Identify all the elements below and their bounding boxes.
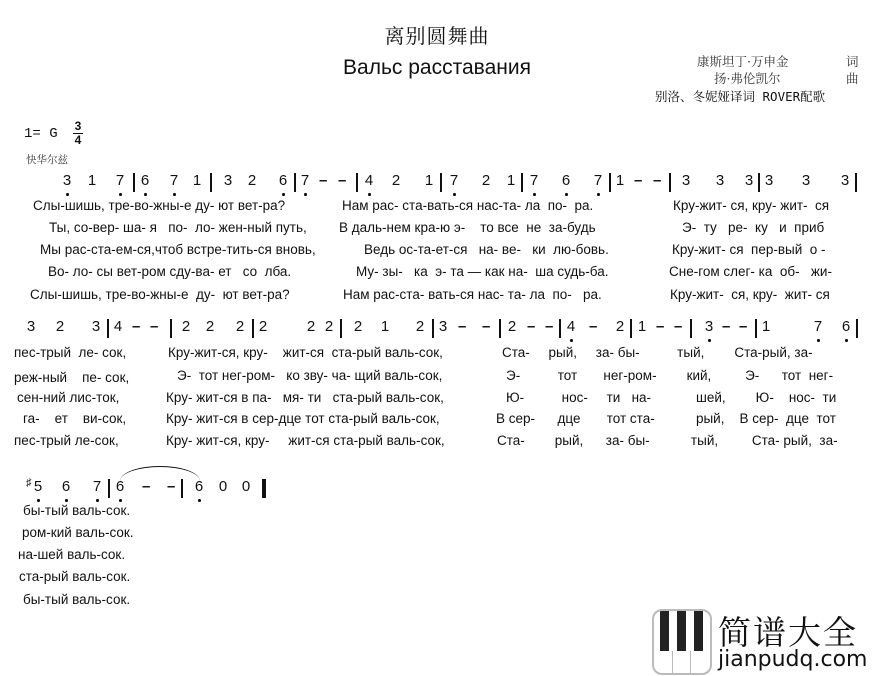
note: 2 xyxy=(481,172,491,189)
dash: – xyxy=(142,478,151,495)
note: 3 xyxy=(840,172,850,189)
dash: – xyxy=(150,318,159,335)
jianpudq-logo xyxy=(648,607,870,673)
barline xyxy=(856,319,858,338)
lyric-s2-v4-b: Кру- жит-ся в сер-дце тот ста-рый валь-сок, xyxy=(166,411,440,426)
note: 6 xyxy=(561,172,571,189)
barline xyxy=(107,319,109,338)
lyric-s1-v1-c: Кру-жит- ся, кру- жит- ся xyxy=(673,198,830,213)
notation-row-1 xyxy=(0,172,874,196)
lyricist-role: 词 xyxy=(846,54,859,69)
dash: – xyxy=(674,318,683,335)
note: 3 xyxy=(91,318,101,335)
note: 3 xyxy=(704,318,714,335)
final-barline xyxy=(262,479,266,498)
note: 1 xyxy=(506,172,516,189)
dash: – xyxy=(634,172,643,189)
note: 3 xyxy=(62,172,72,189)
lyric-s1-v5-c: Кру-жит- ся, кру- жит- ся xyxy=(670,287,830,302)
note: 4 xyxy=(113,318,123,335)
barline xyxy=(108,479,110,498)
lyric-s2-v4-c: В сер- дце тот ста- рый, В сер- дце тот xyxy=(496,411,836,426)
barline xyxy=(559,319,561,338)
note: 3 xyxy=(681,172,691,189)
dash: – xyxy=(338,172,347,189)
barline xyxy=(133,173,135,192)
composer-name: 扬·弗伦凯尔 xyxy=(714,71,781,86)
piano-keys-icon xyxy=(652,609,712,675)
lyric-s2-v3-a: сен-ний лис-ток, xyxy=(17,390,120,405)
lyric-s2-v1-c: Ста- рый, за- бы- тый, Ста-рый, за- xyxy=(502,345,813,360)
note: 1 xyxy=(761,318,771,335)
song-title-chinese: 离别圆舞曲 xyxy=(384,26,490,48)
lyric-s2-v5-a: пес-трый ле-сок, xyxy=(14,433,119,448)
note: 2 xyxy=(615,318,625,335)
note: 2 xyxy=(324,318,334,335)
notation-row-2 xyxy=(0,318,874,342)
note: 7 xyxy=(529,172,539,189)
note: 7 xyxy=(300,172,310,189)
note: 6 xyxy=(115,478,125,495)
note: 2 xyxy=(235,318,245,335)
barline xyxy=(252,319,254,338)
dash: – xyxy=(739,318,748,335)
dash: – xyxy=(589,318,598,335)
time-signature-top: 3 xyxy=(74,119,82,133)
note: 1 xyxy=(380,318,390,335)
barline xyxy=(669,173,671,192)
note: 0 xyxy=(241,478,251,495)
lyric-s1-v5-b: Нам рас-ста- вать-ся нас- та- ла по- ра. xyxy=(343,287,602,302)
note: 3 xyxy=(715,172,725,189)
dash: – xyxy=(545,318,554,335)
lyric-s2-v2-b: Э- тот нег-ром- ко зву- ча- щий валь-сок, xyxy=(177,368,443,383)
note: 1 xyxy=(192,172,202,189)
note: 4 xyxy=(364,172,374,189)
barline xyxy=(758,173,760,192)
lyric-s2-v1-a: пес-трый ле- сок, xyxy=(14,345,127,360)
note: 7 xyxy=(115,172,125,189)
time-signature-bottom: 4 xyxy=(74,133,82,147)
note: 2 xyxy=(205,318,215,335)
note: 0 xyxy=(218,478,228,495)
lyric-s3-v3: на-шей валь-сок. xyxy=(18,547,126,562)
note: 2 xyxy=(415,318,425,335)
note: 3 xyxy=(438,318,448,335)
dash: – xyxy=(722,318,731,335)
note: 2 xyxy=(391,172,401,189)
tempo-marking: 快华尔兹 xyxy=(26,154,68,166)
note: 1 xyxy=(615,172,625,189)
lyric-s1-v3-b: Ведь ос-та-ет-ся на- ве- ки лю-бовь. xyxy=(364,242,609,257)
note: 2 xyxy=(55,318,65,335)
note: 6 xyxy=(841,318,851,335)
lyric-s2-v5-b: Кру- жит-ся, кру- жит-ся ста-рый валь-сок, xyxy=(166,433,445,448)
note: 2 xyxy=(181,318,191,335)
lyric-s2-v3-c: Ю- нос- ти на- шей, Ю- нос- ти xyxy=(506,390,837,405)
note: 3 xyxy=(744,172,754,189)
lyric-s2-v5-c: Ста- рый, за- бы- тый, Ста- рый, за- xyxy=(497,433,838,448)
barline xyxy=(755,319,757,338)
note: 2 xyxy=(353,318,363,335)
dash: – xyxy=(656,318,665,335)
lyric-s1-v4-a: Во- ло- сы вет-ром сду-ва- ет со лба. xyxy=(48,264,292,279)
barline xyxy=(340,319,342,338)
note: 1 xyxy=(424,172,434,189)
note: 5 xyxy=(33,478,43,495)
lyric-s3-v2: ром-кий валь-сок. xyxy=(22,525,134,540)
lyric-s3-v5: бы-тый валь-сок. xyxy=(23,592,131,607)
lyric-s1-v1-a: Слы-шишь, тре-во-жны-е ду- ют вет-ра? xyxy=(33,198,286,213)
barline xyxy=(521,173,523,192)
dash: – xyxy=(319,172,328,189)
dash: – xyxy=(458,318,467,335)
lyric-s3-v1: бы-тый валь-сок. xyxy=(23,503,131,518)
lyric-s2-v2-c: Э- тот нег-ром- кий, Э- тот нег- xyxy=(506,368,834,383)
note: 7 xyxy=(169,172,179,189)
dash: – xyxy=(167,478,176,495)
barline xyxy=(356,173,358,192)
lyric-s2-v1-b: Кру-жит-ся, кру- жит-ся ста-рый валь-сок, xyxy=(168,345,443,360)
note: 7 xyxy=(449,172,459,189)
logo-url: jianpudq.com xyxy=(718,647,868,672)
sharp-sign: ♯ xyxy=(26,477,32,489)
note: 1 xyxy=(637,318,647,335)
note: 3 xyxy=(764,172,774,189)
note: 2 xyxy=(247,172,257,189)
barline xyxy=(294,173,296,192)
barline xyxy=(181,479,183,498)
composer-role: 曲 xyxy=(846,71,859,86)
barline xyxy=(170,319,172,338)
lyric-s1-v3-a: Мы рас-ста-ем-ся,чтоб встре-тить-ся вновь, xyxy=(40,242,316,257)
logo-text-cn: 简谱大全 xyxy=(718,613,858,652)
lyric-s1-v4-c: Сне-гом слег- ка об- жи- xyxy=(669,264,832,279)
note: 4 xyxy=(566,318,576,335)
note: 7 xyxy=(92,478,102,495)
note: 3 xyxy=(26,318,36,335)
dash: – xyxy=(132,318,141,335)
note: 3 xyxy=(223,172,233,189)
note: 3 xyxy=(801,172,811,189)
barline xyxy=(690,319,692,338)
note: 2 xyxy=(258,318,268,335)
lyric-s1-v1-b: Нам рас- ста-вать-ся нас-та- ла по- ра. xyxy=(342,198,594,213)
lyric-s1-v2-a: Ты, со-вер- ша- я по- ло- жен-ный путь, xyxy=(49,220,307,235)
lyricist-name: 康斯坦丁·万申金 xyxy=(697,54,789,69)
note: 6 xyxy=(140,172,150,189)
translator-credit: 别洛、冬妮娅译词 ROVER配歌 xyxy=(655,89,826,104)
lyric-s1-v4-b: Му- зы- ка э- та — как на- ша судь-ба. xyxy=(356,264,609,279)
barline xyxy=(609,173,611,192)
key-signature: 1= G xyxy=(24,126,58,142)
lyric-s2-v3-b: Кру- жит-ся в па- мя- ти ста-рый валь-сок, xyxy=(166,390,444,405)
dash: – xyxy=(527,318,536,335)
lyric-s2-v4-a: га- ет ви-сок, xyxy=(23,411,127,426)
note: 6 xyxy=(61,478,71,495)
lyric-s1-v2-c: Э- ту ре- ку и приб xyxy=(682,220,825,235)
time-signature xyxy=(73,121,83,146)
lyric-s1-v3-c: Кру-жит- ся пер-вый о - xyxy=(672,242,826,257)
lyric-s1-v5-a: Слы-шишь, тре-во-жны-е ду- ют вет-ра? xyxy=(30,287,290,302)
note: 6 xyxy=(278,172,288,189)
note: 7 xyxy=(593,172,603,189)
lyric-s1-v2-b: В даль-нем кра-ю э- то все не за-будь xyxy=(339,220,596,235)
song-title-russian: Вальс расставания xyxy=(343,56,531,79)
note: 2 xyxy=(306,318,316,335)
barline xyxy=(855,173,857,192)
barline xyxy=(432,319,434,338)
barline xyxy=(210,173,212,192)
dash: – xyxy=(482,318,491,335)
lyric-s3-v4: ста-рый валь-сок. xyxy=(19,569,131,584)
barline xyxy=(630,319,632,338)
notation-row-3 xyxy=(0,478,874,502)
dash: – xyxy=(653,172,662,189)
note: 6 xyxy=(194,478,204,495)
note: 1 xyxy=(87,172,97,189)
note: 2 xyxy=(507,318,517,335)
barline xyxy=(440,173,442,192)
barline xyxy=(499,319,501,338)
note: 7 xyxy=(813,318,823,335)
lyric-s2-v2-a: реж-ный пе- сок, xyxy=(14,370,130,385)
